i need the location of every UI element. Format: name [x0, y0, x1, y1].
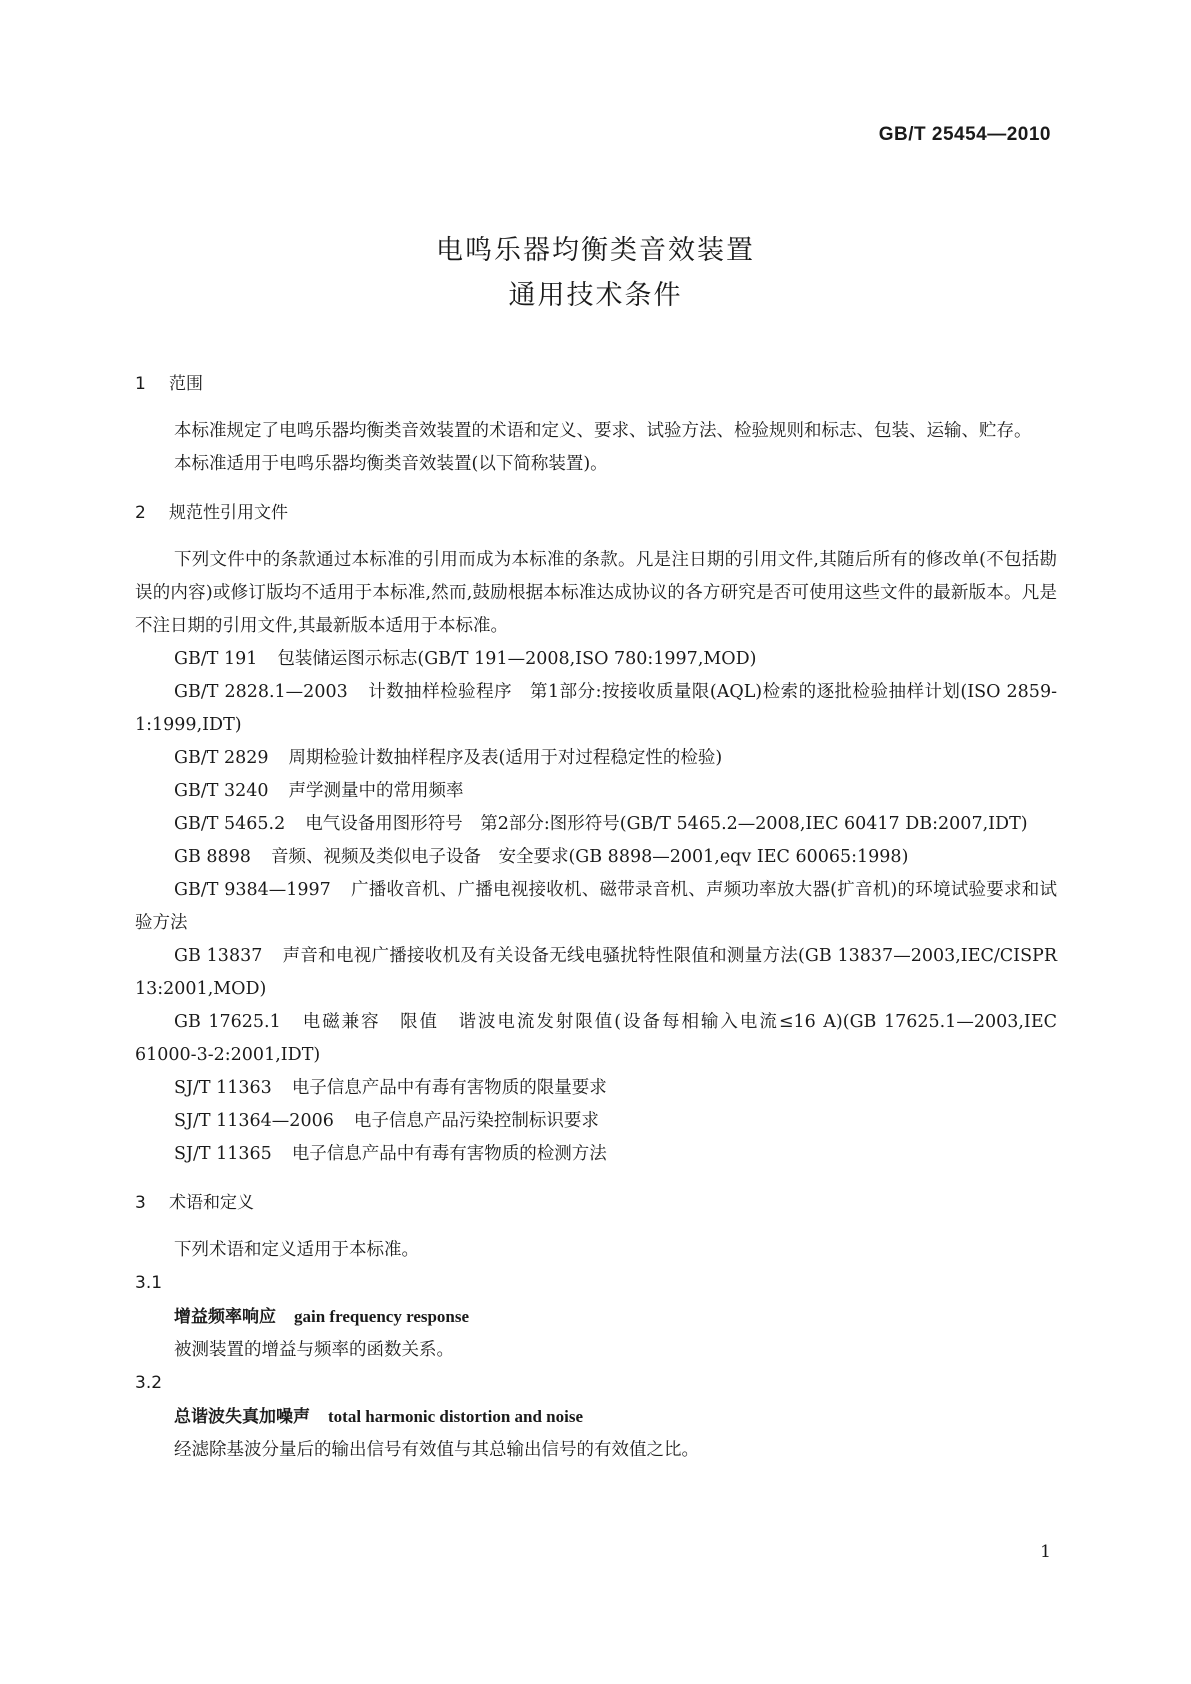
term-definition: 被测装置的增益与频率的函数关系。	[174, 1340, 454, 1360]
section-3-heading	[135, 1187, 1057, 1220]
reference-title: 电子信息产品污染控制标识要求	[353, 1111, 599, 1131]
reference-item	[135, 808, 1057, 841]
reference-title: 计数抽样检验程序 第1部分:按接收质量限(AQL)检索的逐批检验抽样计划(ISO 2859-1:1999,IDT)	[135, 682, 1057, 735]
reference-code: GB/T 5465.2	[174, 814, 286, 834]
reference-code: GB/T 9384—1997	[174, 880, 331, 900]
reference-code: GB 17625.1	[174, 1012, 281, 1032]
paragraph: 本标准适用于电鸣乐器均衡类音效装置(以下简称装置)。	[174, 454, 608, 474]
reference-code: GB/T 2828.1—2003	[174, 682, 348, 702]
reference-title: 周期检验计数抽样程序及表(适用于对过程稳定性的检验)	[288, 748, 723, 768]
reference-item	[135, 742, 1057, 775]
reference-item	[135, 874, 1057, 940]
reference-item	[135, 940, 1057, 1006]
reference-item	[135, 1072, 1057, 1105]
paragraph: 本标准规定了电鸣乐器均衡类音效装置的术语和定义、要求、试验方法、检验规则和标志、包装、运输、贮存。	[174, 421, 1032, 441]
term-number: 3.2	[135, 1373, 163, 1393]
reference-item	[135, 643, 1057, 676]
section-number: 1	[135, 374, 146, 394]
document-title-line1: 电鸣乐器均衡类音效装置	[436, 235, 755, 266]
term-name-zh: 增益频率响应	[174, 1307, 276, 1327]
reference-item	[135, 1006, 1057, 1072]
section-number: 3	[135, 1193, 146, 1213]
paragraph: 下列文件中的条款通过本标准的引用而成为本标准的条款。凡是注日期的引用文件,其随后所有的修改单(不包括勘误的内容)或修订版均不适用于本标准,然而,鼓励根据本标准达成协议的各方研究是否可使用这些文件的最新版本。凡是不注日期的引用文件,其最新版本适用于本标准。	[135, 550, 1057, 636]
reference-item	[135, 676, 1057, 742]
reference-title: 声音和电视广播接收机及有关设备无线电骚扰特性限值和测量方法(GB 13837—2003,IEC/CISPR 13:2001,MOD)	[135, 946, 1058, 999]
document-title-line2: 通用技术条件	[508, 280, 683, 311]
section-title: 术语和定义	[169, 1193, 254, 1213]
section-title: 规范性引用文件	[169, 503, 288, 523]
paragraph: 下列术语和定义适用于本标准。	[174, 1240, 419, 1260]
reference-code: GB 8898	[174, 847, 251, 867]
term-name	[174, 1300, 1057, 1334]
section-1-heading	[135, 368, 1057, 401]
reference-code: GB/T 2829	[174, 748, 269, 768]
reference-item	[135, 1138, 1057, 1171]
term-name-en: gain frequency response	[294, 1307, 470, 1326]
reference-title: 音频、视频及类似电子设备 安全要求(GB 8898—2001,eqv IEC 60065:1998)	[270, 847, 909, 867]
reference-title: 电子信息产品中有毒有害物质的限量要求	[291, 1078, 607, 1098]
reference-title: 电气设备用图形符号 第2部分:图形符号(GB/T 5465.2—2008,IEC 60417 DB:2007,IDT)	[305, 814, 1028, 834]
reference-code: GB/T 191	[174, 649, 258, 669]
reference-item	[135, 841, 1057, 874]
reference-code: SJ/T 11364—2006	[174, 1111, 334, 1131]
reference-code: GB/T 3240	[174, 781, 269, 801]
standard-code: GB/T 25454—2010	[878, 124, 1051, 145]
reference-code: GB 13837	[174, 946, 263, 966]
term-number: 3.1	[135, 1273, 163, 1293]
term-definition: 经滤除基波分量后的输出信号有效值与其总输出信号的有效值之比。	[174, 1440, 699, 1460]
term-name	[174, 1400, 1057, 1434]
section-title: 范围	[169, 374, 203, 394]
reference-title: 包装储运图示标志(GB/T 191—2008,ISO 780:1997,MOD)	[277, 649, 757, 669]
term-name-zh: 总谐波失真加噪声	[174, 1407, 310, 1427]
section-2-heading	[135, 497, 1057, 530]
reference-title: 声学测量中的常用频率	[288, 781, 464, 801]
document-body	[135, 368, 1057, 1467]
reference-code: SJ/T 11363	[174, 1078, 272, 1098]
section-number: 2	[135, 503, 146, 523]
reference-item	[135, 775, 1057, 808]
reference-item	[135, 1105, 1057, 1138]
page-number: 1	[1040, 1542, 1051, 1562]
term-name-en: total harmonic distortion and noise	[328, 1407, 584, 1426]
reference-title: 电子信息产品中有毒有害物质的检测方法	[291, 1144, 607, 1164]
reference-code: SJ/T 11365	[174, 1144, 272, 1164]
reference-title: 广播收音机、广播电视接收机、磁带录音机、声频功率放大器(扩音机)的环境试验要求和试验方法	[135, 880, 1058, 933]
reference-title: 电磁兼容 限值 谐波电流发射限值(设备每相输入电流≤16 A)(GB 17625.1—2003,IEC 61000-3-2:2001,IDT)	[135, 1012, 1057, 1065]
